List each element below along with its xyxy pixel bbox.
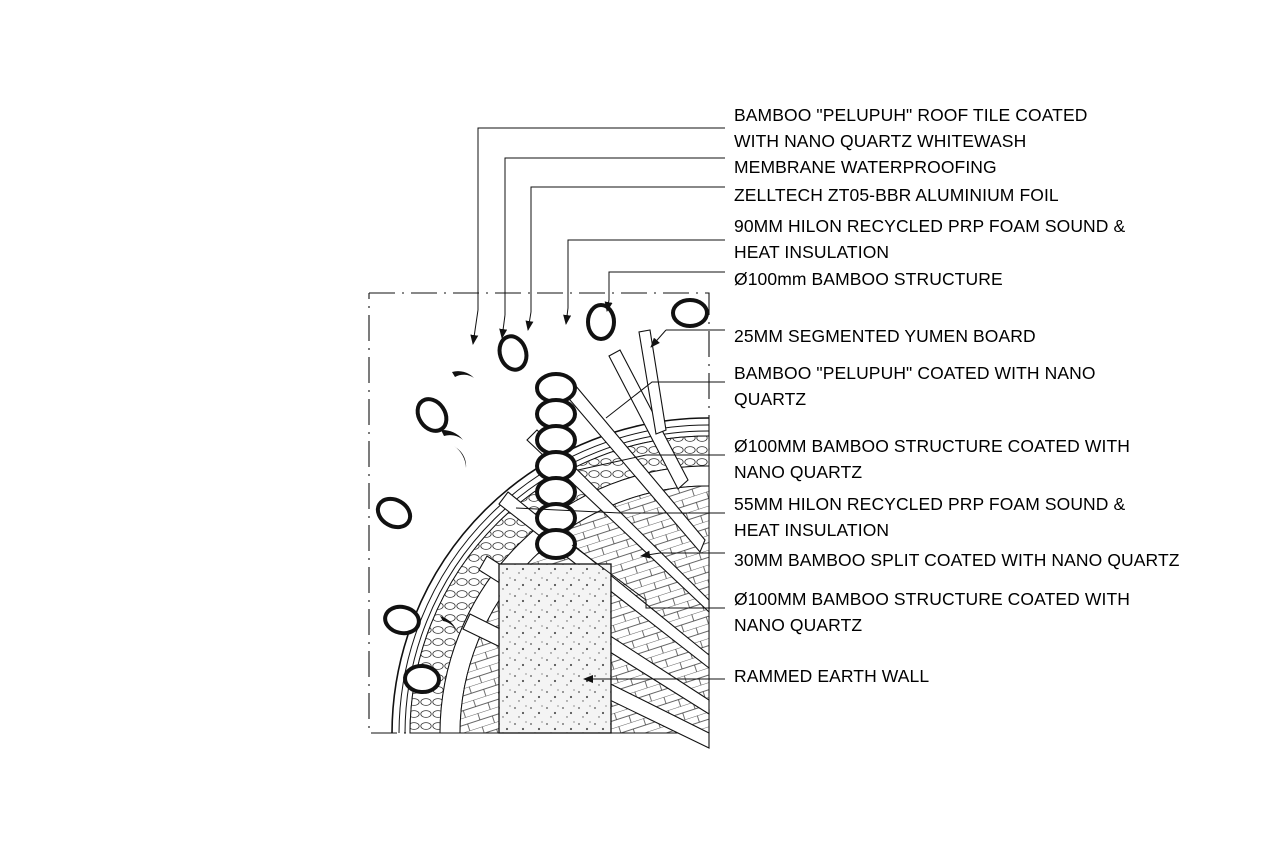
- annotation-100mm-bamboo-structure: Ø100mm BAMBOO STRUCTURE: [734, 269, 1003, 289]
- annotation-bamboo-pelupuh-nano-quartz: BAMBOO "PELUPUH" COATED WITH NANO QUARTZ: [734, 363, 1096, 409]
- annotation-90mm-hilon-foam-insulation: 90MM HILON RECYCLED PRP FOAM SOUND & HEAT INSULATION: [734, 216, 1126, 262]
- annotation-100mm-bamboo-structure-nano-quartz-lower: Ø100MM BAMBOO STRUCTURE COATED WITH NANO QUARTZ: [734, 589, 1130, 635]
- rammed-earth-wall-block: [499, 564, 611, 733]
- annotation-zelltech-aluminium-foil: ZELLTECH ZT05-BBR ALUMINIUM FOIL: [734, 185, 1059, 205]
- vertical-bamboo-column: [537, 374, 575, 558]
- annotation-rammed-earth-wall: RAMMED EARTH WALL: [734, 666, 930, 686]
- annotation-100mm-bamboo-structure-nano-quartz-upper: Ø100MM BAMBOO STRUCTURE COATED WITH NANO QUARTZ: [734, 436, 1130, 482]
- annotation-55mm-hilon-foam-insulation: 55MM HILON RECYCLED PRP FOAM SOUND & HEAT INSULATION: [734, 494, 1126, 540]
- annotation-30mm-bamboo-split-nano-quartz: 30MM BAMBOO SPLIT COATED WITH NANO QUARTZ: [734, 550, 1180, 570]
- annotation-membrane-waterproofing: MEMBRANE WATERPROOFING: [734, 157, 997, 177]
- annotation-25mm-segmented-yumen-board: 25MM SEGMENTED YUMEN BOARD: [734, 326, 1036, 346]
- annotation-bamboo-pelupuh-roof-tile: BAMBOO "PELUPUH" ROOF TILE COATED WITH NANO QUARTZ WHITEWASH: [734, 105, 1088, 151]
